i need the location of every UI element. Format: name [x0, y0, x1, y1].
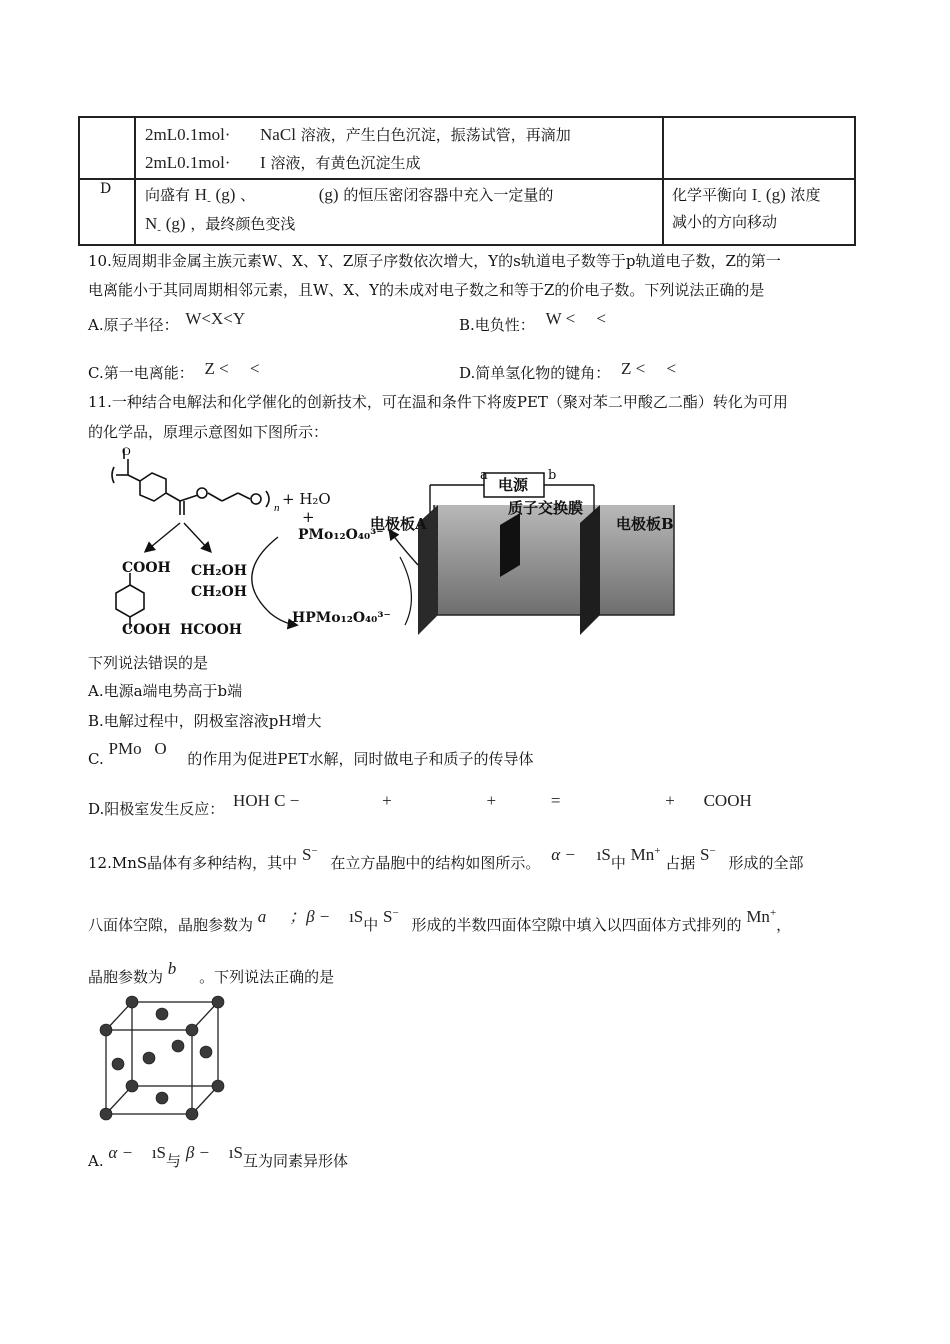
diagram-membrane: 质子交换膜	[508, 499, 584, 517]
q12-l2-text-b: 中	[363, 916, 379, 934]
row-d-h2-state: (g)	[215, 185, 236, 204]
q12-l1-mns: ıS	[596, 845, 611, 864]
q12-l1-text-b: 在立方晶胞中的结构如图所示。	[330, 854, 541, 872]
row-d-text-2: 的恒压密闭容器中充入一定量的	[343, 186, 554, 204]
diagram-cooh-bottom: COOH	[122, 622, 171, 638]
row-d-i2-state-2: (g)	[765, 185, 786, 204]
q12-l2-beta: ；β −	[289, 907, 331, 926]
q10-option-a-label: A.原子半径：	[88, 316, 179, 334]
pet-structure	[112, 449, 269, 515]
q12-line-1: 12.MnS晶体有多种结构，其中 S− 在立方晶胞中的结构如图所示。 α − ıS中 Mn+ 占据 S− 形成的全部	[88, 845, 804, 872]
q11-option-c-text: 的作用为促进PET水解，同时做电子和质子的传导体	[187, 750, 534, 768]
q12-option-a-mns-1: ıS	[151, 1143, 167, 1162]
row-c-line2	[145, 152, 421, 173]
q12-l2-text-c: 形成的半数四面体空隙中填入以四面体方式排列的	[411, 916, 742, 934]
q11-option-d-m3: +	[486, 791, 497, 810]
q12-option-a	[88, 1142, 348, 1170]
q12-l1-alpha: α −	[551, 845, 576, 864]
svg-text:n: n	[274, 502, 280, 514]
q10-option-a-math: W<X<Y	[185, 309, 246, 328]
q10-option-b	[459, 308, 606, 334]
row-d-text-1: 向盛有	[145, 186, 191, 204]
cycle-arrow	[252, 537, 296, 625]
diagram-ch2oh-1: CH₂OH	[191, 563, 247, 579]
electrode-b	[580, 505, 600, 635]
q10-option-c-math: Z < <	[204, 359, 260, 378]
row-c-line1	[145, 124, 571, 145]
q11-option-d-m5: +	[665, 791, 675, 810]
q11-stem-2: 的化学品，原理示意图如下图所示：	[88, 423, 329, 441]
diagram-hpmo: HPMo₁₂O₄₀³⁻	[292, 610, 391, 626]
row-d-label: D	[100, 181, 112, 197]
electrode-arrow	[390, 531, 418, 565]
row-d-result-text-1: 化学平衡向	[672, 186, 748, 204]
pet-electrolysis-diagram	[100, 445, 690, 645]
q12-line-2: 八面体空隙，晶胞参数为 a ；β − ıS中 S− 形成的半数四面体空隙中填入以四面体方式排列的 Mn+，	[88, 907, 792, 934]
q12-line-3	[88, 958, 335, 986]
diagram-ch2oh-2: CH₂OH	[191, 584, 247, 600]
q11-option-d-m4: =	[550, 791, 561, 810]
q11-option-c-math: PMo O	[108, 739, 167, 758]
q12-l1-text-e: 形成的全部	[728, 854, 804, 872]
diagram-a: a	[480, 468, 488, 483]
terephthalic-acid	[116, 573, 144, 629]
svg-text:O: O	[122, 445, 131, 458]
crystal-unit-cell	[96, 994, 236, 1122]
q10-option-c	[88, 358, 260, 382]
row-c-conc-1: 2mL0.1mol·	[145, 125, 231, 144]
diagram-pmo: PMo₁₂O₄₀³⁻	[298, 527, 384, 543]
diagram-b: b	[548, 468, 557, 483]
row-d-i2-state: (g)	[318, 185, 339, 204]
q10-stem-1: 10.短周期非金属主族元素W、X、Y、Z原子序数依次增大，Y的s轨道电子数等于p轨道电子数，Z的第一	[88, 252, 781, 270]
q12-l1-s: S	[301, 845, 312, 864]
q10-option-d-label: D.简单氢化物的键角：	[459, 364, 611, 382]
q12-l3-b: b	[167, 959, 177, 978]
q12-l2-mn: Mn	[746, 907, 770, 926]
q12-l1-text-c: 中	[610, 854, 626, 872]
q11-option-d-label: D.阳极室发生反应：	[88, 800, 225, 818]
arrow-to-terephthalic	[146, 523, 180, 551]
q12-option-a-mid: 与	[166, 1152, 182, 1170]
regeneration-arrow	[400, 557, 411, 625]
row-d-h2: H	[194, 185, 208, 204]
row-d-result-1: 化学平衡向 $I_-$ (g) 浓度	[672, 185, 821, 207]
q12-option-a-beta: β −	[185, 1143, 211, 1162]
q11-option-c-label: C.	[88, 750, 104, 768]
q12-l3-text-a: 晶胞参数为	[88, 968, 164, 986]
q11-stem-1: 11.一种结合电解法和化学催化的创新技术，可在温和条件下将废PET（聚对苯二甲酸乙二酯）转化为可用	[88, 393, 788, 411]
q10-option-d	[459, 358, 677, 382]
q12-l2-s: S	[383, 907, 393, 926]
q12-l2-end: ，	[776, 916, 792, 934]
q10-option-d-math: Z < <	[621, 359, 677, 378]
row-c-text-2: 溶液，有黄色沉淀生成	[270, 154, 421, 172]
row-d-sep: 、	[240, 186, 256, 204]
q12-l1-text-d: 占据	[665, 854, 696, 872]
diagram-plus: +	[302, 508, 315, 526]
q12-option-a-label: A.	[88, 1152, 104, 1170]
q10-option-c-label: C.第一电离能：	[88, 364, 194, 382]
row-d-result-2: 减小的方向移动	[672, 213, 778, 231]
q10-option-b-label: B.电负性：	[459, 316, 535, 334]
q12-option-a-mns-2: ıS	[228, 1143, 243, 1162]
q10-option-a	[88, 308, 246, 334]
row-d-result-text-2: 浓度	[790, 186, 821, 204]
diagram-electrode-a: 电极板A	[370, 515, 427, 533]
arrow-to-glycol	[184, 523, 210, 551]
diagram-h2o: + H₂O	[282, 490, 331, 508]
q10-option-b-math: W < <	[545, 309, 606, 328]
row-d-n2: N	[145, 214, 158, 233]
row-d-line2: $N_-$ (g) ，最终颜色变浅	[145, 214, 296, 236]
q11-option-d-m6: COOH	[703, 791, 752, 810]
row-c-text-1: 溶液，产生白色沉淀，振荡试管，再滴加	[300, 126, 571, 144]
q11-option-d-m1: HOH C −	[233, 791, 300, 810]
q11-option-d	[88, 790, 752, 818]
q12-l1-text-a: 12.MnS晶体有多种结构，其中	[88, 854, 298, 872]
row-d-line1: 向盛有 $H_-$ (g) 、 (g) 的恒压密闭容器中充入一定量的	[145, 185, 554, 207]
q12-l1-s-3: S	[700, 845, 710, 864]
row-c-nacl: NaCl	[260, 125, 296, 144]
row-d-n2-state: (g)	[165, 214, 186, 233]
q10-stem-2: 电离能小于其同周期相邻元素，且W、X、Y的未成对电子数之和等于Z的价电子数。下列说法正确的是	[88, 281, 765, 299]
q12-option-a-text: 互为同素异形体	[242, 1152, 348, 1170]
q11-option-c	[88, 738, 534, 768]
q12-l3-text-b: 。下列说法正确的是	[199, 968, 335, 986]
q12-l1-mn: Mn	[630, 845, 655, 864]
diagram-power: 电源	[498, 476, 529, 494]
row-d-text-3: ，最终颜色变浅	[190, 215, 296, 233]
q12-l2-text-a: 八面体空隙，晶胞参数为	[88, 916, 254, 934]
diagram-hcooh: HCOOH	[180, 622, 242, 638]
row-d-i2: I	[751, 185, 758, 204]
q11-option-a: A.电源a端电势高于b端	[88, 682, 243, 700]
q12-l2-a: a	[257, 907, 267, 926]
q11-question: 下列说法错误的是	[88, 654, 209, 672]
row-c-conc-2: 2mL0.1mol·	[145, 153, 231, 172]
q12-option-a-alpha: α −	[108, 1143, 134, 1162]
diagram-cooh-top: COOH	[122, 560, 171, 576]
row-c-ki: I	[260, 153, 266, 172]
q11-option-b: B.电解过程中，阴极室溶液pH增大	[88, 712, 322, 730]
q11-option-d-m2: +	[382, 791, 392, 810]
diagram-electrode-b: 电极板B	[616, 515, 674, 533]
q12-l2-mns: ıS	[349, 907, 364, 926]
